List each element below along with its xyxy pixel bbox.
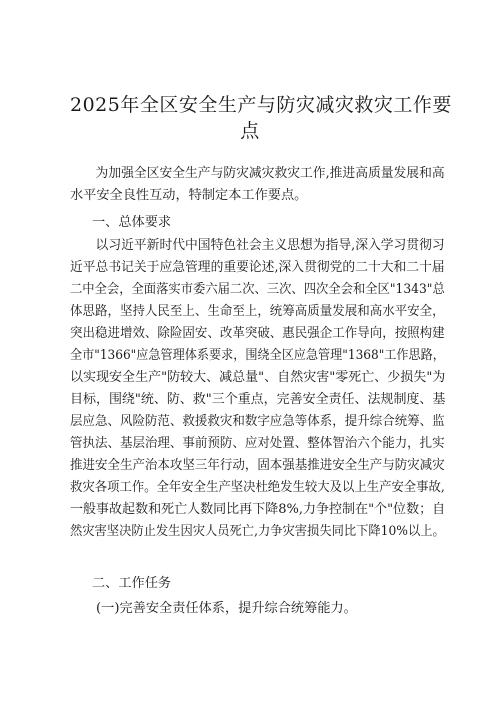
paragraph-line: 层应急、风险防范、救援救灾和数字应急等体系，提升综合统筹、监 <box>70 414 445 429</box>
intro-paragraph <box>70 163 445 207</box>
title-line: 点 <box>240 120 260 142</box>
paragraph-line: 近平总书记关于应急管理的重要论述,深入贯彻党的二十大和二十届 <box>70 260 445 275</box>
paragraph-line: 体思路，坚持人民至上、生命至上，统筹高质量发展和高水平安全， <box>70 304 445 319</box>
section-heading-general-requirements: 一、总体要求 <box>92 215 172 230</box>
paragraph-line: 以习近平新时代中国特色社会主义思想为指导,深入学习贯彻习 <box>70 238 445 253</box>
general-requirements-paragraph <box>70 235 445 543</box>
paragraph-line: 为加强全区安全生产与防灾减灾救灾工作,推进高质量发展和高 <box>70 166 445 181</box>
paragraph-line: 以实现安全生产"防较大、减总量"、自然灾害"零死亡、少损失"为 <box>70 370 446 385</box>
paragraph-line: 一般事故起数和死亡人数同比再下降8%,力争控制在"个"位数；自 <box>70 502 446 517</box>
paragraph-line: 目标，围绕"统、防、救"三个重点，完善安全责任、法规制度、基 <box>70 392 446 407</box>
section-heading-work-tasks: 二、工作任务 <box>92 576 172 591</box>
paragraph-line: 救灾各项工作。全年安全生产坚决杜绝发生较大及以上生产安全事故, <box>70 480 445 495</box>
paragraph-line: 然灾害坚决防止发生因灾人员死亡,力争灾害损失同比下降10%以上。 <box>70 524 445 539</box>
subsection-heading-responsibility-system: (一)完善安全责任体系，提升综合统筹能力。 <box>96 601 357 616</box>
paragraph-line: 全市"1366"应急管理体系要求，围绕全区应急管理"1368"工作思路， <box>70 348 445 363</box>
paragraph-line: 水平安全良性互动，特制定本工作要点。 <box>70 188 308 203</box>
title-line: 2025年全区安全生产与防灾减灾救灾工作要 <box>70 94 452 116</box>
paragraph-line: 推进安全生产治本攻坚三年行动，固本强基推进安全生产与防灾减灾 <box>70 458 445 473</box>
document-title <box>70 92 452 144</box>
paragraph-line: 管执法、基层治理、事前预防、应对处置、整体智治六个能力，扎实 <box>70 436 445 451</box>
paragraph-line: 二中全会，全面落实市委六届二次、三次、四次全会和全区"1343"总 <box>70 282 445 297</box>
paragraph-line: 突出稳进增效、除险固安、改革突破、惠民强企工作导向，按照构建 <box>70 326 445 341</box>
